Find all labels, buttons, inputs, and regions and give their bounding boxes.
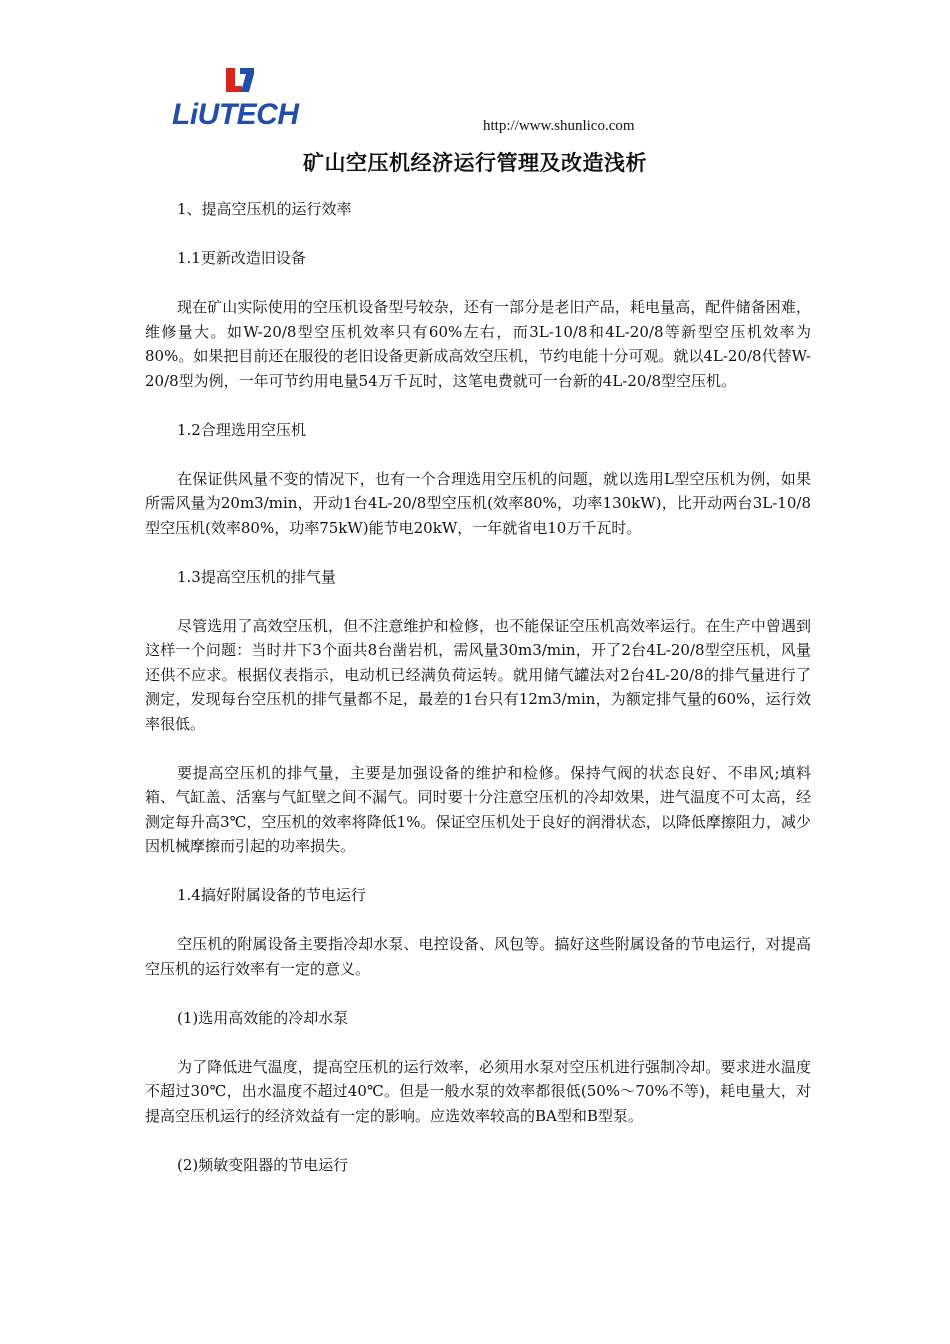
section-heading: (2)频敏变阻器的节电运行 <box>177 1155 349 1174</box>
website-url[interactable]: http://www.shunlico.com <box>483 118 635 134</box>
section-heading: (1)选用高效能的冷却水泵 <box>177 1008 349 1027</box>
logo-emblem-icon <box>226 68 254 92</box>
section-heading: 1.2合理选用空压机 <box>177 420 306 439</box>
logo-wordmark: LiUTECH <box>172 98 299 128</box>
section-heading: 1、提高空压机的运行效率 <box>177 200 352 218</box>
section-heading: 1.3提高空压机的排气量 <box>177 567 336 586</box>
document-title: 矿山空压机经济运行管理及改造浅析 <box>303 150 647 175</box>
body-paragraph: 现在矿山实际使用的空压机设备型号较杂，还有一部分是老旧产品，耗电量高，配件储备困难，维修量大。如W-20/8型空压机效率只有60%左右，而3L-10/8和4L-20/8等新型空压机效率为80%。如果把目前还在服役的老旧设备更新成高效空压机，节约电能十分可观。就以4L-20/8代替W-20/8型为例，一年可节约用电量54万千瓦时，这笔电费就可一台新的4L-20/8型空压机。 <box>145 298 811 390</box>
body-paragraph: 要提高空压机的排气量，主要是加强设备的维护和检修。保持气阀的状态良好、不串风;填料箱、气缸盖、活塞与气缸壁之间不漏气。同时要十分注意空压机的冷却效果，进气温度不可太高，经测定每升高3℃，空压机的效率将降低1%。保证空压机处于良好的润滑状态，以降低摩擦阻力，减少因机械摩擦而引起的功率损失。 <box>145 763 811 855</box>
body-paragraph: 为了降低进气温度，提高空压机的运行效率，必须用水泵对空压机进行强制冷却。要求进水温度不超过30℃，出水温度不超过40℃。但是一般水泵的效率都很低(50%～70%不等)，耗电量大，对提高空压机运行的经济效益有一定的影响。应选效率较高的BA型和B型泵。 <box>145 1057 811 1125</box>
liutech-logo <box>170 66 305 128</box>
body-paragraph: 尽管选用了高效空压机，但不注意维护和检修，也不能保证空压机高效率运行。在生产中曾遇到这样一个问题：当时井下3个面共8台凿岩机，需风量30m3/min，开了2台4L-20/8型空压机，风量还供不应求。根据仪表指示，电动机已经满负荷运转。就用储气罐法对2台4L-20/8的排气量进行了测定，发现每台空压机的排气量都不足，最差的1台只有12m3/min，为额定排气量的60%，运行效率很低。 <box>145 616 811 733</box>
section-heading: 1.4搞好附属设备的节电运行 <box>177 886 366 904</box>
body-paragraph: 空压机的附属设备主要指冷却水泵、电控设备、风包等。搞好这些附属设备的节电运行，对提高空压机的运行效率有一定的意义。 <box>145 935 811 978</box>
body-paragraph: 在保证供风量不变的情况下，也有一个合理选用空压机的问题，就以选用L型空压机为例，如果所需风量为20m3/min，开动1台4L-20/8型空压机(效率80%，功率130kW)，比开动两台3L-10/8型空压机(效率80%，功率75kW)能节电20kW，一年就省电10万千瓦时。 <box>145 469 811 537</box>
section-heading: 1.1更新改造旧设备 <box>177 249 306 267</box>
document-body <box>145 197 811 1202</box>
